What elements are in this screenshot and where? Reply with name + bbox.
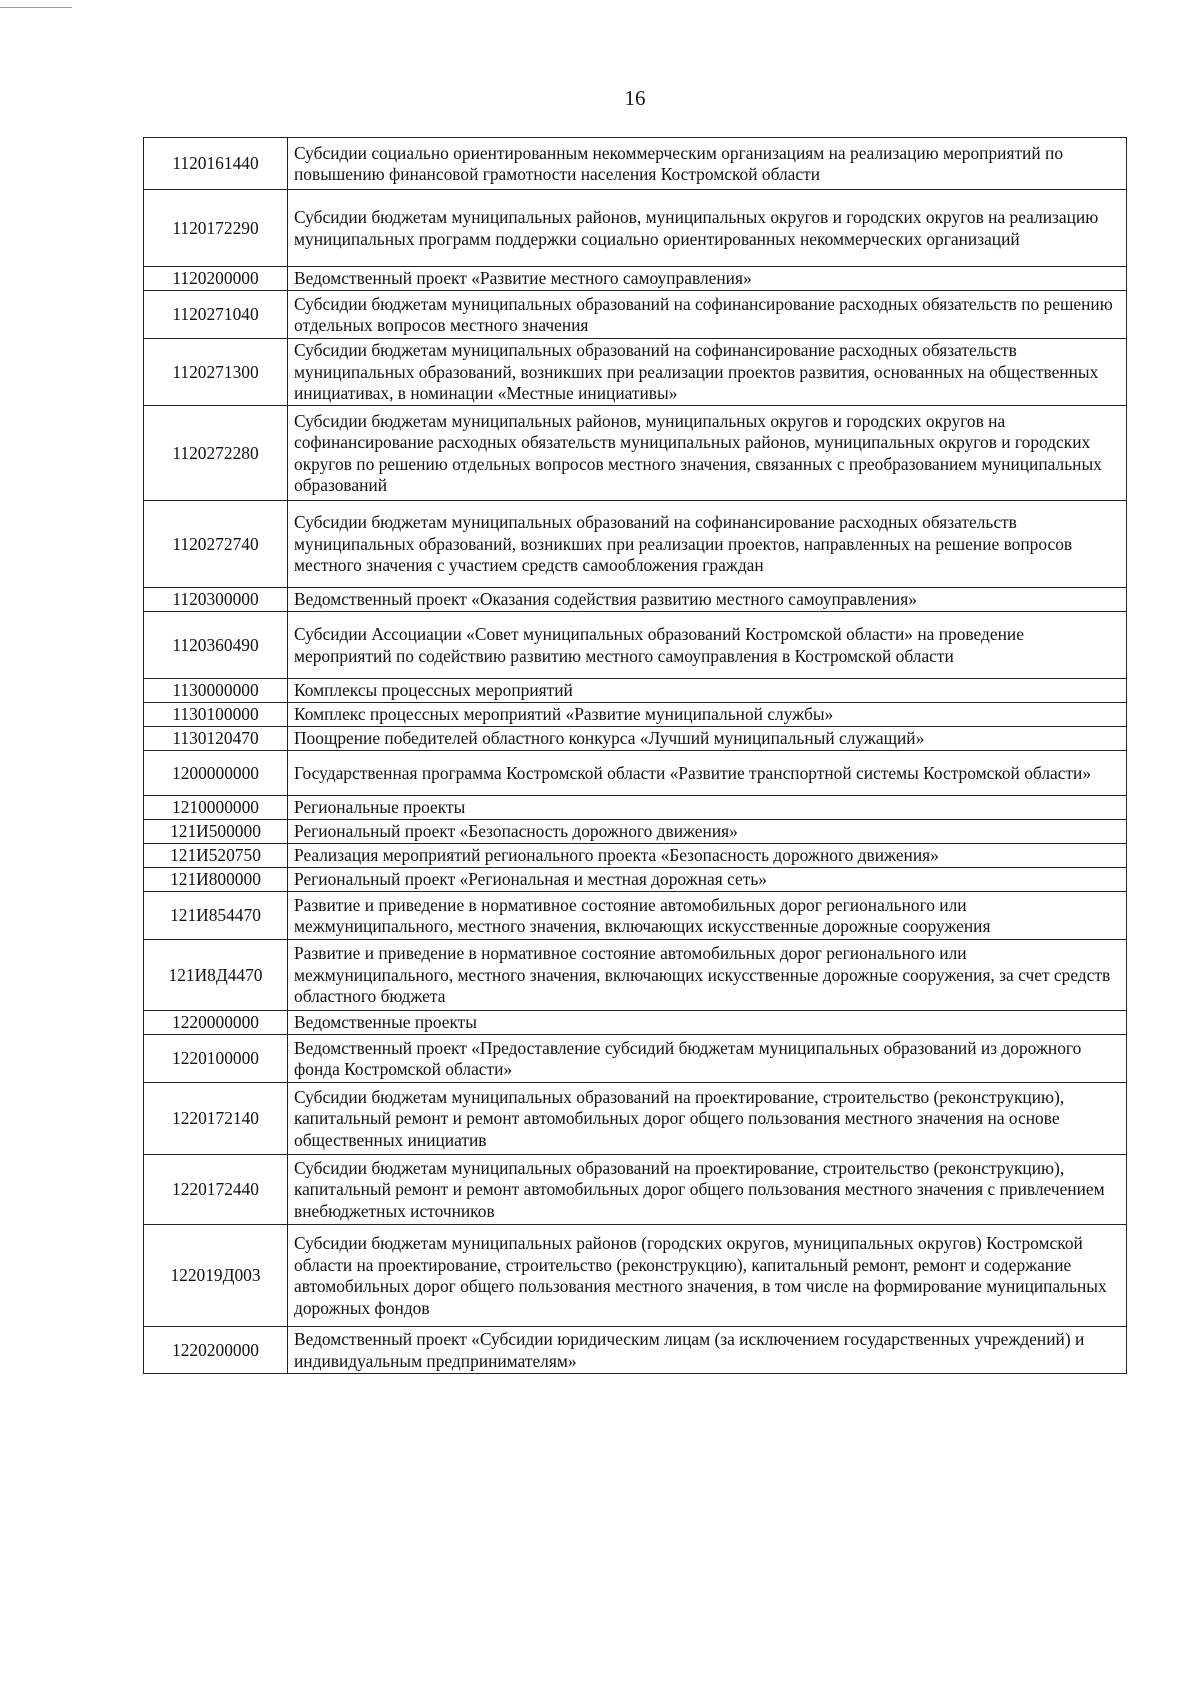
table-body — [144, 138, 1127, 1374]
table-row — [144, 679, 1127, 703]
row-code: 1130100000 — [144, 703, 288, 727]
row-code: 121И8Д4470 — [144, 940, 288, 1011]
scan-edge-mark — [0, 7, 72, 8]
row-code: 1120272740 — [144, 501, 288, 588]
row-name: Ведомственные проекты — [288, 1011, 1127, 1035]
table-row — [144, 339, 1127, 406]
row-code: 1120172290 — [144, 190, 288, 267]
row-code: 1120200000 — [144, 267, 288, 291]
row-code: 1220172440 — [144, 1155, 288, 1225]
row-name: Развитие и приведение в нормативное состояние автомобильных дорог регионального или межмуниципального, местного значения, включающих искусственные дорожные сооружения, за счет средств областного бюджета — [288, 940, 1127, 1011]
row-code: 1220200000 — [144, 1327, 288, 1374]
table-row — [144, 727, 1127, 751]
table-row — [144, 1225, 1127, 1327]
row-code: 1120271300 — [144, 339, 288, 406]
table-row — [144, 1083, 1127, 1155]
row-code: 1220172140 — [144, 1083, 288, 1155]
row-code: 1120360490 — [144, 612, 288, 679]
row-name: Субсидии бюджетам муниципальных районов (городских округов, муниципальных округов) Костромской области на проектирование, строительство (реконструкцию), капитальный ремонт, ремонт и содержание автомобильных дорог общего пользования местного значения, в том числе на формирование муниципальных дорожных фондов — [288, 1225, 1127, 1327]
table-row — [144, 612, 1127, 679]
table-row — [144, 844, 1127, 868]
table-row — [144, 267, 1127, 291]
row-code: 1120161440 — [144, 138, 288, 190]
row-code: 1220000000 — [144, 1011, 288, 1035]
table-row — [144, 588, 1127, 612]
table-row — [144, 501, 1127, 588]
row-name: Ведомственный проект «Предоставление субсидий бюджетам муниципальных образований из дорожного фонда Костромской области» — [288, 1035, 1127, 1083]
row-code: 1130000000 — [144, 679, 288, 703]
row-name: Субсидии бюджетам муниципальных районов, муниципальных округов и городских округов на софинансирование расходных обязательств муниципальных районов, муниципальных округов и городских округов по решению отдельных вопросов местного значения, связанных с преобразованием муниципальных образований — [288, 406, 1127, 501]
row-name: Комплексы процессных мероприятий — [288, 679, 1127, 703]
row-code: 1120300000 — [144, 588, 288, 612]
row-name: Региональные проекты — [288, 796, 1127, 820]
row-name: Региональный проект «Региональная и местная дорожная сеть» — [288, 868, 1127, 892]
row-name: Субсидии бюджетам муниципальных образований на софинансирование расходных обязательств по решению отдельных вопросов местного значения — [288, 291, 1127, 339]
budget-classification-table — [143, 137, 1127, 1374]
row-name: Ведомственный проект «Развитие местного самоуправления» — [288, 267, 1127, 291]
row-name: Поощрение победителей областного конкурса «Лучший муниципальный служащий» — [288, 727, 1127, 751]
row-name: Субсидии бюджетам муниципальных образований на софинансирование расходных обязательств муниципальных образований, возникших при реализации проектов развития, основанных на общественных инициативах, в номинации «Местные инициативы» — [288, 339, 1127, 406]
row-code: 1130120470 — [144, 727, 288, 751]
table-row — [144, 190, 1127, 267]
table-row — [144, 1035, 1127, 1083]
table-row — [144, 1327, 1127, 1374]
table-row — [144, 751, 1127, 796]
row-name: Субсидии бюджетам муниципальных образований на софинансирование расходных обязательств муниципальных образований, возникших при реализации проектов, направленных на решение вопросов местного значения с участием средств самообложения граждан — [288, 501, 1127, 588]
row-code: 121И854470 — [144, 892, 288, 940]
table-row — [144, 138, 1127, 190]
row-code: 1120272280 — [144, 406, 288, 501]
row-name: Комплекс процессных мероприятий «Развитие муниципальной службы» — [288, 703, 1127, 727]
row-name: Субсидии бюджетам муниципальных образований на проектирование, строительство (реконструкцию), капитальный ремонт и ремонт автомобильных дорог общего пользования местного значения на основе общественных инициатив — [288, 1083, 1127, 1155]
table-row — [144, 796, 1127, 820]
row-code: 1200000000 — [144, 751, 288, 796]
table-row — [144, 868, 1127, 892]
row-code: 1120271040 — [144, 291, 288, 339]
table-row — [144, 1155, 1127, 1225]
row-name: Региональный проект «Безопасность дорожного движения» — [288, 820, 1127, 844]
row-name: Ведомственный проект «Субсидии юридическим лицам (за исключением государственных учреждений) и индивидуальным предпринимателям» — [288, 1327, 1127, 1374]
page-number: 16 — [624, 86, 646, 110]
table-row — [144, 291, 1127, 339]
row-name: Субсидии бюджетам муниципальных образований на проектирование, строительство (реконструкцию), капитальный ремонт и ремонт автомобильных дорог общего пользования местного значения с привлечением внебюджетных источников — [288, 1155, 1127, 1225]
row-code: 121И800000 — [144, 868, 288, 892]
table-row — [144, 703, 1127, 727]
row-name: Субсидии бюджетам муниципальных районов, муниципальных округов и городских округов на реализацию муниципальных программ поддержки социально ориентированных некоммерческих организаций — [288, 190, 1127, 267]
row-name: Субсидии Ассоциации «Совет муниципальных образований Костромской области» на проведение мероприятий по содействию развитию местного самоуправления в Костромской области — [288, 612, 1127, 679]
row-code: 1210000000 — [144, 796, 288, 820]
table-row — [144, 820, 1127, 844]
row-code: 122019Д003 — [144, 1225, 288, 1327]
table-row — [144, 892, 1127, 940]
row-name: Развитие и приведение в нормативное состояние автомобильных дорог регионального или межмуниципального, местного значения, включающих искусственные дорожные сооружения — [288, 892, 1127, 940]
row-code: 1220100000 — [144, 1035, 288, 1083]
row-code: 121И500000 — [144, 820, 288, 844]
table-row — [144, 1011, 1127, 1035]
row-code: 121И520750 — [144, 844, 288, 868]
row-name: Реализация мероприятий регионального проекта «Безопасность дорожного движения» — [288, 844, 1127, 868]
table-row — [144, 940, 1127, 1011]
row-name: Государственная программа Костромской области «Развитие транспортной системы Костромской области» — [288, 751, 1127, 796]
row-name: Ведомственный проект «Оказания содействия развитию местного самоуправления» — [288, 588, 1127, 612]
table-row — [144, 406, 1127, 501]
row-name: Субсидии социально ориентированным некоммерческим организациям на реализацию мероприятий по повышению финансовой грамотности населения Костромской области — [288, 138, 1127, 190]
